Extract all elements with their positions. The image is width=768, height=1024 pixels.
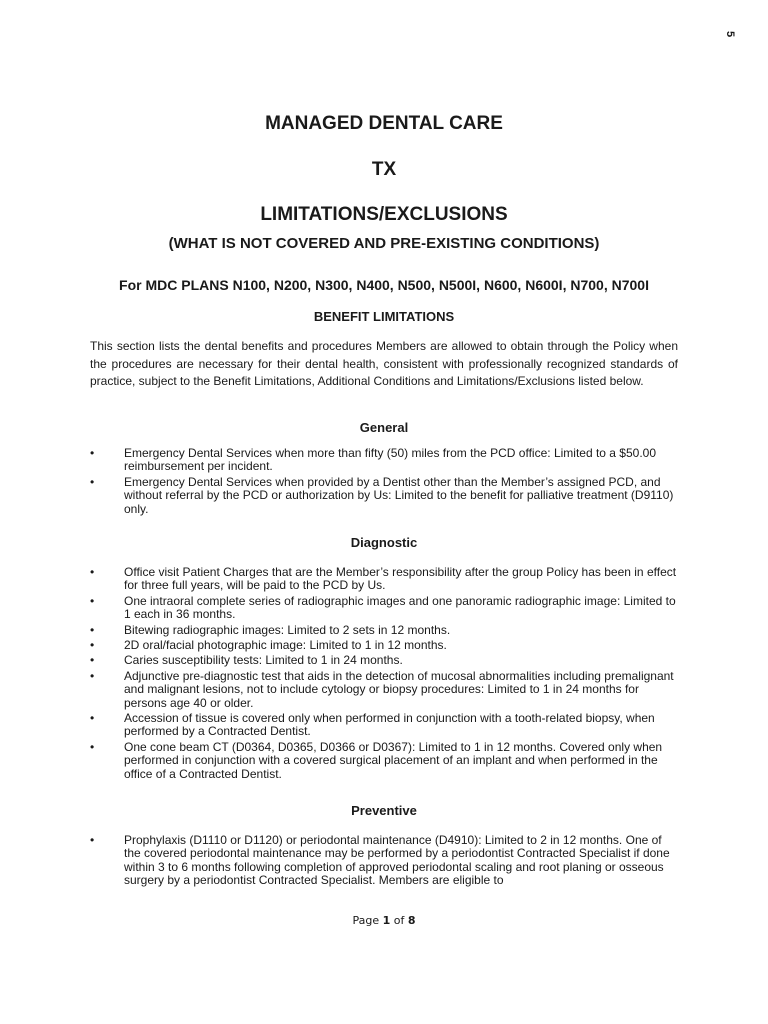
list-item: • Adjunctive pre-diagnostic test that aids in the detection of mucosal abnormalities including premalignant and malignant lesions, not to include cytology or biopsy procedures: Limited to 1 in 24 months for persons age 40 or older. [90,670,680,710]
footer-page-word: Page [352,914,380,927]
document-title: MANAGED DENTAL CARE [265,113,503,134]
list-item: • Emergency Dental Services when more than fifty (50) miles from the PCD office: Limited to a $50.00 reimbursement per incident. [90,447,680,474]
preventive-list [90,834,680,890]
page-footer [0,914,768,927]
list-item: • Caries susceptibility tests: Limited to 1 in 24 months. [90,654,680,667]
footer-page-total: 8 [407,914,416,927]
diagnostic-list [90,566,680,783]
list-item: • Office visit Patient Charges that are the Member’s responsibility after the group Policy has been in effect for three full years, will be paid to the PCD by Us. [90,566,680,593]
list-item: • Accession of tissue is covered only when performed in conjunction with a tooth-related biopsy, when performed by a Contracted Dentist. [90,712,680,739]
section-subtitle: (WHAT IS NOT COVERED AND PRE-EXISTING CONDITIONS) [168,235,600,252]
diagnostic-heading: Diagnostic [350,535,418,550]
state-label: TX [371,159,397,180]
intro-paragraph: This section lists the dental benefits and procedures Members are allowed to obtain through the Policy when the procedures are necessary for their dental health, consistent with professionally recognized standards of practice, subject to the Benefit Limitations, Additional Conditions and Limitations/Exclusions listed below. [90,339,678,388]
list-item: • One intraoral complete series of radiographic images and one panoramic radiographic image: Limited to 1 each in 36 months. [90,595,680,622]
list-item: • One cone beam CT (D0364, D0365, D0366 or D0367): Limited to 1 in 12 months. Covered only when performed in conjunction with a covered surgical placement of an implant and when performed in the office of a Contracted Dentist. [90,741,680,781]
section-title: LIMITATIONS/EXCLUSIONS [260,204,508,225]
page-corner-number: 5 [724,30,736,38]
footer-of-word: of [393,914,405,927]
preventive-heading: Preventive [351,803,417,818]
general-list [90,447,680,518]
list-item: • Emergency Dental Services when provided by a Dentist other than the Member’s assigned PCD, and without referral by the PCD or authorization by Us: Limited to the benefit for palliative treatment (D9110) only. [90,476,680,516]
general-heading: General [359,420,409,435]
list-item: • Bitewing radiographic images: Limited to 2 sets in 12 months. [90,624,680,637]
list-item: • 2D oral/facial photographic image: Limited to 1 in 12 months. [90,639,680,652]
list-item: • Prophylaxis (D1110 or D1120) or periodontal maintenance (D4910): Limited to 2 in 12 months. One of the covered periodontal maintenance may be performed by a periodontist Contracted Specialist if done within 3 to 6 months following completion of approved periodontal scaling and root planing or osseous surgery by a periodontist Contracted Specialist. Members are eligible to [90,834,680,888]
plans-line: For MDC PLANS N100, N200, N300, N400, N500, N500I, N600, N600I, N700, N700I [119,277,649,293]
footer-page-number: 1 [382,914,391,927]
benefit-limitations-heading: BENEFIT LIMITATIONS [313,309,455,324]
